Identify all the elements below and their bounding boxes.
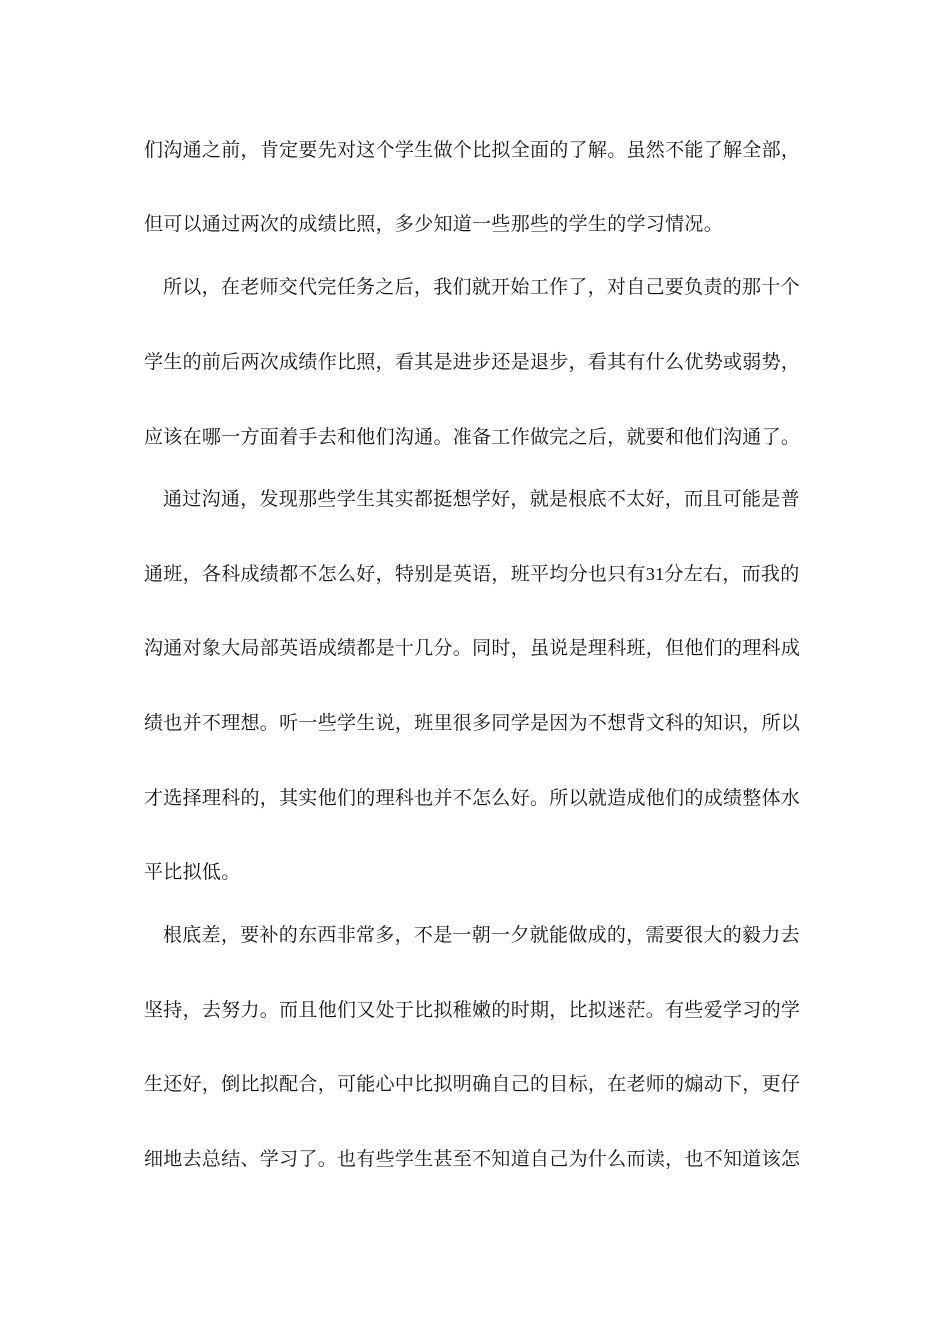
- text-line: 平比拟低。: [144, 861, 241, 883]
- text-line: 才选择理科的，其实他们的理科也并不怎么好。所以就造成他们的成绩整体水: [144, 787, 801, 809]
- average-score-number: 31: [645, 564, 665, 584]
- text-line: 们沟通之前，肯定要先对这个学生做个比拟全面的了解。虽然不能了解全部，: [144, 139, 801, 161]
- paragraph-start-line: 根底差，要补的东西非常多，不是一朝一夕就能做成的，需要很大的毅力去: [163, 924, 800, 946]
- text-line: 沟通对象大局部英语成绩都是十几分。同时，虽说是理科班，但他们的理科成: [144, 637, 801, 659]
- text-segment: 分左右，而我的: [664, 563, 800, 585]
- text-line: 生还好，倒比拟配合，可能心中比拟明确自己的目标，在老师的煽动下，更仔: [144, 1073, 801, 1095]
- text-line: 绩也并不理想。听一些学生说，班里很多同学是因为不想背文科的知识，所以: [144, 712, 801, 734]
- paragraph-start-line: 通过沟通，发现那些学生其实都挺想学好，就是根底不太好，而且可能是普: [163, 488, 800, 510]
- text-line: 细地去总结、学习了。也有些学生甚至不知道自己为什么而读，也不知道该怎: [144, 1148, 801, 1170]
- text-line: 应该在哪一方面着手去和他们沟通。准备工作做完之后，就要和他们沟通了。: [144, 426, 801, 448]
- text-line: 学生的前后两次成绩作比照，看其是进步还是退步，看其有什么优势或弱势，: [144, 351, 801, 373]
- text-line: 但可以通过两次的成绩比照，多少知道一些那些的学生的学习情况。: [144, 213, 724, 235]
- text-segment: 通班，各科成绩都不怎么好，特别是英语，班平均分也只有: [144, 563, 646, 585]
- text-line: 坚持，去努力。而且他们又处于比拟稚嫩的时期，比拟迷茫。有些爱学习的学: [144, 999, 801, 1021]
- paragraph-start-line: 所以，在老师交代完任务之后，我们就开始工作了，对自己要负责的那十个: [163, 276, 800, 298]
- text-line: [144, 561, 824, 587]
